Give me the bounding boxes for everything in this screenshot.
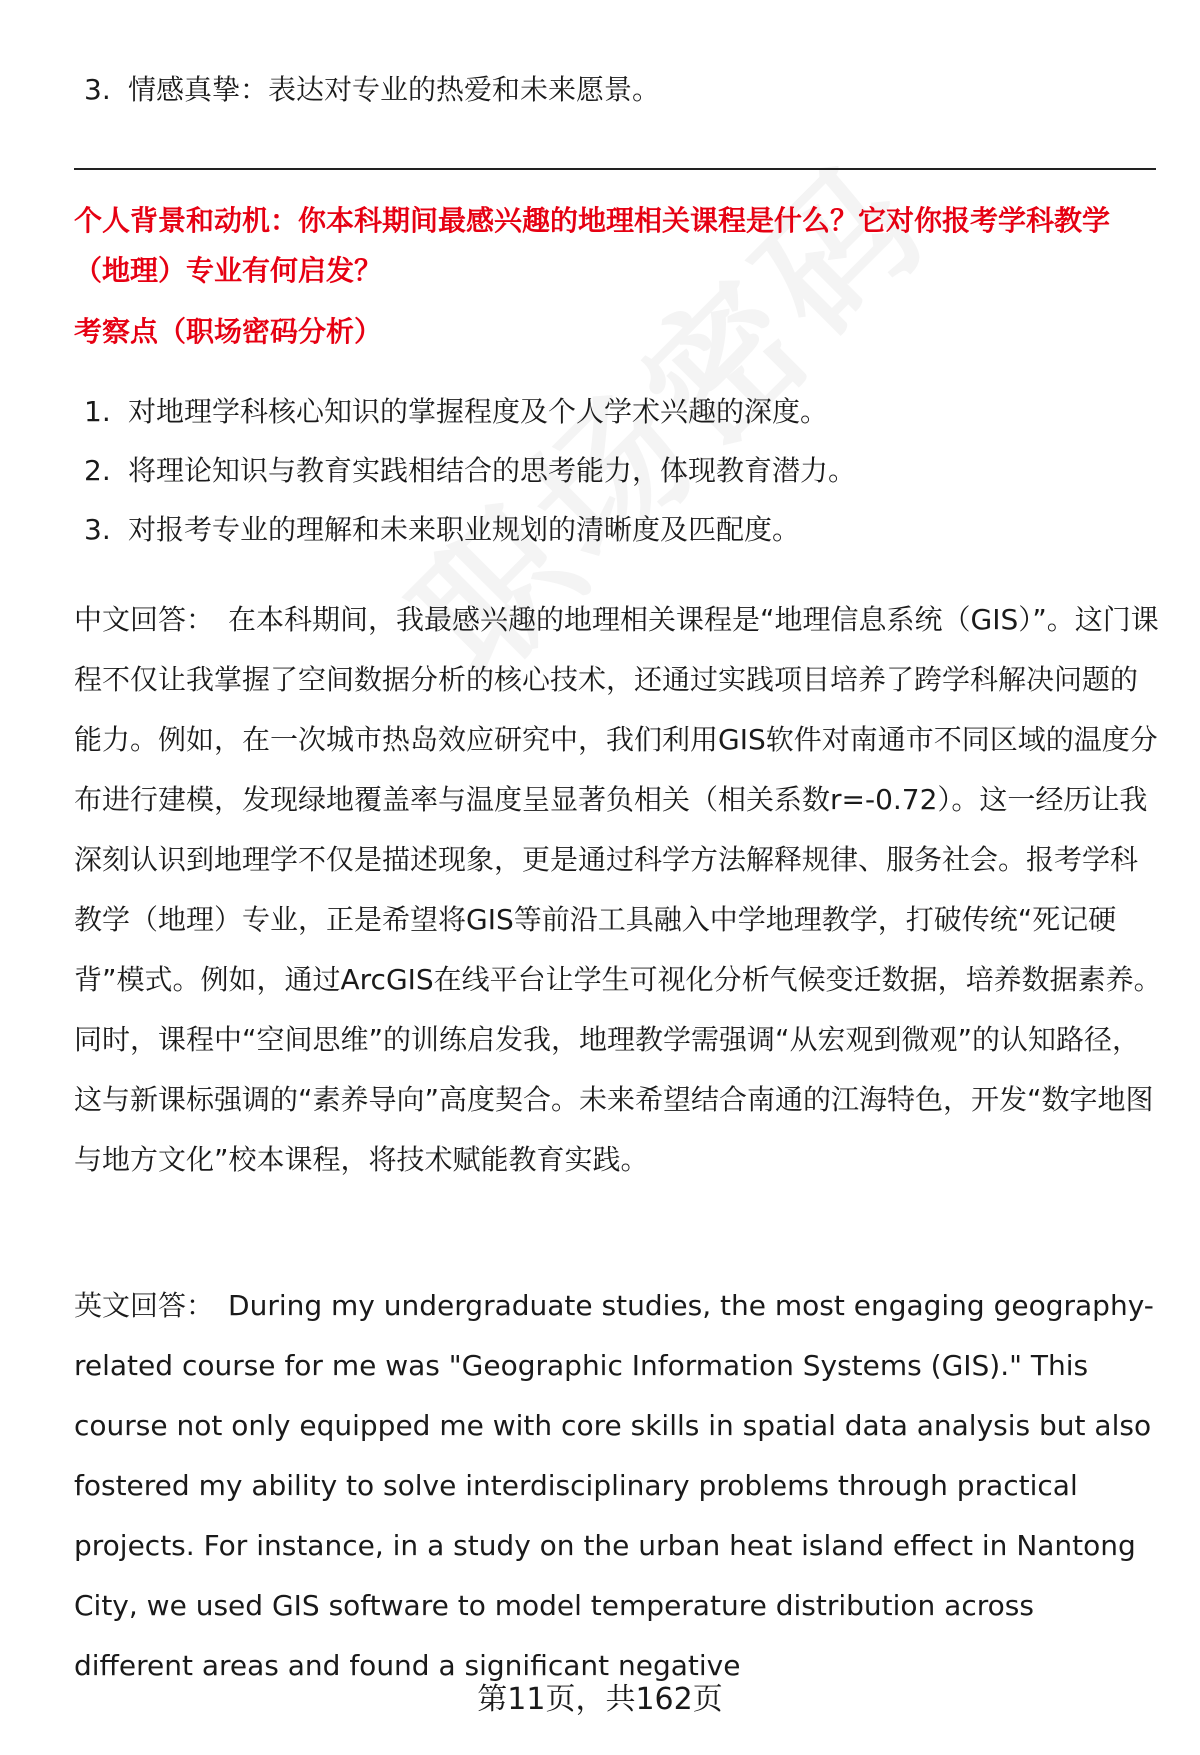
points-heading: 考察点（职场密码分析） (74, 315, 383, 348)
english-answer (74, 1276, 1154, 1696)
list-item-text: 情感真挚：表达对专业的热爱和未来愿景。 (128, 73, 661, 106)
list-item (84, 510, 800, 550)
list-item-text: 对报考专业的理解和未来职业规划的清晰度及匹配度。 (128, 513, 801, 546)
list-item (84, 451, 856, 491)
chinese-answer (74, 590, 1162, 1190)
list-item-text: 将理论知识与教育实践相结合的思考能力，体现教育潜力。 (128, 454, 857, 487)
chinese-answer-label: 中文回答： (74, 603, 215, 636)
list-item-text: 对地理学科核心知识的掌握程度及个人学术兴趣的深度。 (128, 395, 829, 428)
english-answer-label: 英文回答： (74, 1289, 215, 1322)
list-item (84, 70, 660, 110)
page-number: 第11页，共162页 (477, 1682, 723, 1717)
english-answer-text: During my undergraduate studies, the most engaging geography-related course for me was "Geographic Information Systems (GIS)." This course not only equipped me with core skills in spatial data analysis but also fostered my ability to solve interdisciplinary problems through practical projects. For instance, in a study on the urban heat island effect in Nantong City, we used GIS software to model temperature distribution across different areas and found a significant negative (74, 1289, 1154, 1682)
list-item-number: 3. (84, 73, 111, 106)
list-item-number: 3. (84, 513, 111, 546)
list-item (84, 392, 828, 432)
divider (74, 168, 1156, 170)
question-heading: 个人背景和动机：你本科期间最感兴趣的地理相关课程是什么？它对你报考学科教学（地理）专业有何启发？ (74, 204, 1111, 287)
chinese-answer-text: 在本科期间，我最感兴趣的地理相关课程是“地理信息系统（GIS）”。这门课程不仅让我掌握了空间数据分析的核心技术，还通过实践项目培养了跨学科解决问题的能力。例如，在一次城市热岛效应研究中，我们利用GIS软件对南通市不同区域的温度分布进行建模，发现绿地覆盖率与温度呈显著负相关（相关系数r=-0.72）。这一经历让我深刻认识到地理学不仅是描述现象，更是通过科学方法解释规律、服务社会。报考学科教学（地理）专业，正是希望将GIS等前沿工具融入中学地理教学，打破传统“死记硬背”模式。例如，通过ArcGIS在线平台让学生可视化分析气候变迁数据，培养数据素养。同时，课程中“空间思维”的训练启发我，地理教学需强调“从宏观到微观”的认知路径，这与新课标强调的“素养导向”高度契合。未来希望结合南通的江海特色，开发“数字地图与地方文化”校本课程，将技术赋能教育实践。 (74, 603, 1162, 1176)
list-item-number: 2. (84, 454, 111, 487)
list-item-number: 1. (84, 395, 111, 428)
